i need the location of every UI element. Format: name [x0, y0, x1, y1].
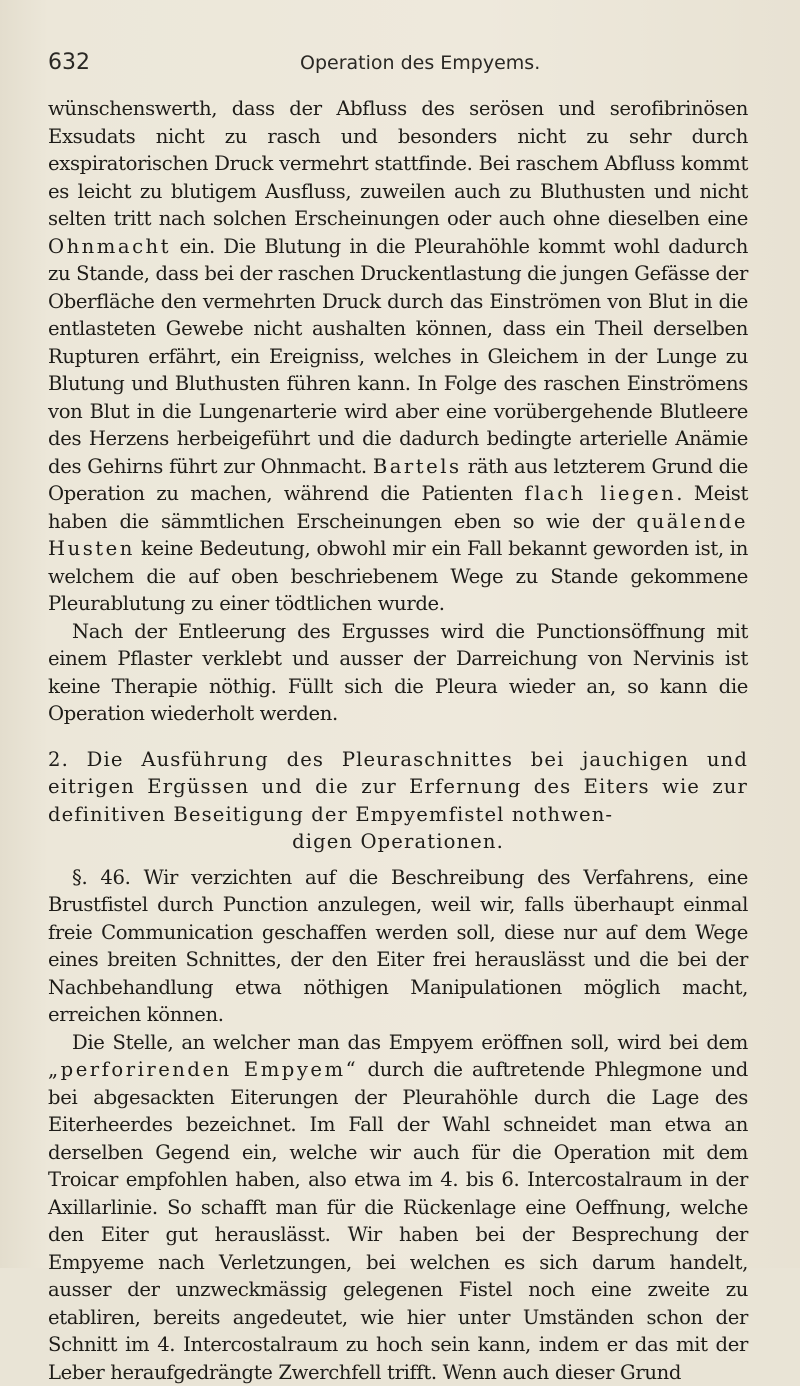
paragraph-2: Nach der Entleerung des Ergusses wird die Punctionsöffnung mit einem Pflaster verklebt und ausser der Darreichung von Nervinis ist keine Therapie nöthig. Füllt sich die Pleura wieder an, so kann die Operation wiederholt werden.	[48, 618, 748, 728]
paragraph-3: §. 46. Wir verzichten auf die Beschreibung des Verfahrens, eine Brustfistel durch Punction anzulegen, weil wir, falls überhaupt einmal freie Communication geschaffen werden soll, diese nur auf dem Wege eines breiten Schnittes, der den Eiter frei herauslässt und die bei der Nachbehandlung etwa nöthigen Manipulationen möglich macht, erreichen können.	[48, 864, 748, 1029]
p1-emphasis-ohnmacht: Ohnmacht	[48, 235, 171, 258]
running-title: Operation des Empyems.	[300, 52, 540, 74]
p1-text-2: ein. Die Blutung in die Pleurahöhle kommt wohl dadurch zu Stande, dass bei der raschen Druckentlastung die jungen Gefässe der Oberfläche den vermehrten Druck durch das Einströmen von Blut in die entlasteten Gewebe nicht aushalten können, dass ein Theil derselben Rupturen erfährt, ein Ereigniss, welches in Gleichem in der Lunge zu Blutung und Bluthusten führen kann. In Folge des raschen Einströmens von Blut in die Lungenarterie wird aber eine vorübergehende Blutleere des Herzens herbeigeführt und die dadurch bedingte arterielle Anämie des Gehirns führt zur Ohnmacht.	[48, 235, 748, 478]
section-heading-line-2: digen Operationen.	[48, 828, 748, 856]
paragraph-4	[48, 1029, 748, 1386]
p4-text-2: durch die auftretende Phlegmone und bei abgesackten Eiterungen der Pleurahöhle durch die Lage des Eiterheerdes bezeichnet. Im Fall der Wahl schneidet man etwa an derselben Gegend ein, welche wir auch für die Operation mit dem Troicar empfohlen haben, also etwa im 4. bis 6. Intercostalraum in der Axillarlinie. So schafft man für die Rückenlage eine Oeffnung, welche den Eiter gut herauslässt. Wir haben bei der Besprechung der Empyeme nach Verletzungen, bei welchen es sich darum handelt, ausser der unzweckmässig gelegenen Fistel noch eine zweite zu etabliren, bereits angedeutet, wie hier unter Umständen schon der Schnitt im 4. Intercostalraum zu hoch sein kann, indem er das mit der Leber heraufgedrängte Zwerchfell trifft. Wenn auch dieser Grund	[48, 1058, 748, 1384]
paragraph-1	[48, 95, 748, 618]
p1-emphasis-flach-liegen: flach liegen	[525, 482, 677, 505]
p1-text-3: räth aus letzterem Grund die Operation zu machen, während die Patienten	[48, 455, 748, 506]
section-heading-line-1: 2. Die Ausführung des Pleuraschnittes bei jauchigen und eitrigen Ergüssen und die zur Erfernung des Eiters wie zur definitiven Beseitigung der Empyemfistel nothwen-	[48, 748, 748, 826]
p1-emphasis-bartels: Bartels	[373, 455, 462, 478]
p1-text-4: . Meist haben die sämmtlichen Erscheinungen eben so wie der	[48, 482, 748, 533]
page-number: 632	[48, 50, 90, 75]
body-text	[48, 95, 748, 1386]
p4-text-1: Die Stelle, an welcher man das Empyem eröffnen soll, wird bei dem	[72, 1031, 748, 1054]
p1-text-5: keine Bedeutung, obwohl mir ein Fall bekannt geworden ist, in welchem die auf oben beschriebenem Wege zu Stande gekommene Pleurablutung zu einer tödtlichen wurde.	[48, 537, 748, 615]
p4-emphasis-perforirenden-empyem: „perforirenden Empyem“	[48, 1058, 358, 1081]
p1-text-1: wünschenswerth, dass der Abfluss des serösen und serofibrinösen Exsudats nicht zu rasch und besonders nicht zu sehr durch exspiratorischen Druck vermehrt stattfinde. Bei raschem Abfluss kommt es leicht zu blutigem Ausfluss, zuweilen auch zu Bluthusten und nicht selten tritt nach solchen Erscheinungen oder auch ohne dieselben eine	[48, 97, 748, 230]
section-heading	[48, 746, 748, 856]
page-header	[48, 50, 748, 78]
p1-emphasis-husten: quälende Husten	[48, 510, 748, 561]
